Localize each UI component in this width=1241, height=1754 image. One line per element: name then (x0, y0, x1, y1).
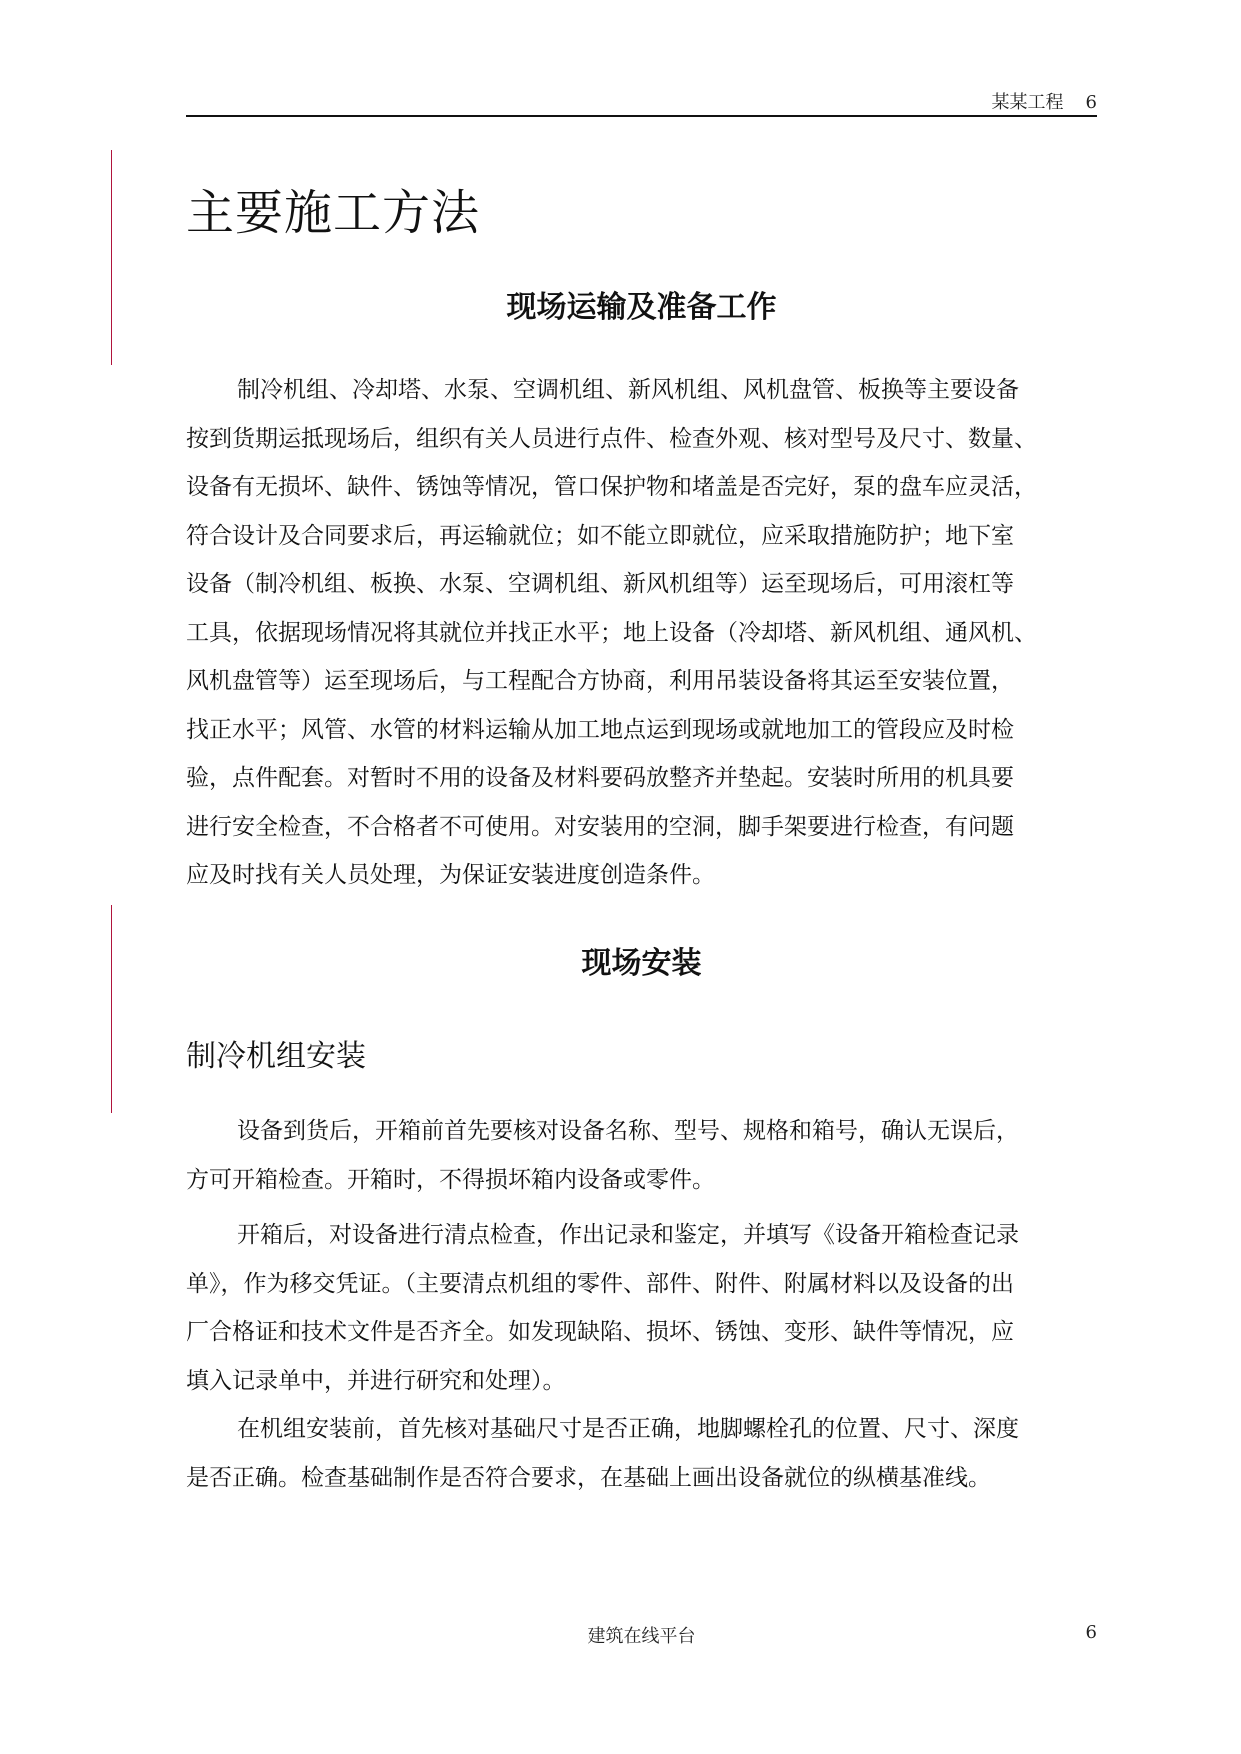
text-line: 厂合格证和技术文件是否齐全。如发现缺陷、损坏、锈蚀、变形、缺件等情况，应 (186, 1319, 1014, 1345)
margin-marker (111, 905, 112, 1113)
text-line: 应及时找有关人员处理，为保证安装进度创造条件。 (186, 862, 715, 888)
text-line: 验，点件配套。对暂时不用的设备及材料要码放整齐并垫起。安装时所用的机具要 (186, 765, 1014, 791)
header-title: 某某工程 (991, 92, 1064, 113)
text-line: 工具，依据现场情况将其就位并找正水平；地上设备（冷却塔、新风机组、通风机、 (186, 619, 1037, 646)
section-heading: 现场安装 (581, 946, 702, 981)
text-line: 方可开箱检查。开箱时，不得损坏箱内设备或零件。 (186, 1166, 715, 1193)
text-line: 单》，作为移交凭证。（主要清点机组的零件、部件、附件、附属材料以及设备的出 (186, 1270, 1014, 1297)
paragraph (186, 1211, 1097, 1405)
text-line: 设备到货后，开箱前首先要核对设备名称、型号、规格和箱号，确认无误后， (237, 1118, 1019, 1144)
subsection-heading: 制冷机组安装 (186, 1039, 366, 1074)
margin-marker (111, 150, 112, 365)
text-line: 在机组安装前，首先核对基础尺寸是否正确，地脚螺栓孔的位置、尺寸、深度 (237, 1416, 1019, 1442)
text-line: 设备有无损坏、缺件、锈蚀等情况，管口保护物和堵盖是否完好，泵的盘车应灵活， (186, 474, 1037, 500)
footer-text: 建筑在线平台 (587, 1626, 696, 1647)
paragraph (186, 1405, 1097, 1502)
header-page-number: 6 (1085, 92, 1097, 113)
text-line: 符合设计及合同要求后，再运输就位；如不能立即就位，应采取措施防护；地下室 (186, 522, 1014, 549)
text-line: 是否正确。检查基础制作是否符合要求，在基础上画出设备就位的纵横基准线。 (186, 1464, 991, 1491)
text-line: 制冷机组、冷却塔、水泵、空调机组、新风机组、风机盘管、板换等主要设备 (237, 377, 1019, 403)
text-line: 进行安全检查，不合格者不可使用。对安装用的空洞，脚手架要进行检查，有问题 (186, 813, 1014, 840)
section-heading: 现场运输及准备工作 (506, 290, 777, 325)
paragraph (186, 366, 1097, 900)
text-line: 设备（制冷机组、板换、水泵、空调机组、新风机组等）运至现场后，可用滚杠等 (186, 571, 1014, 597)
page-header (186, 88, 1097, 116)
text-line: 风机盘管等）运至现场后，与工程配合方协商，利用吊装设备将其运至安装位置， (186, 668, 1014, 694)
text-line: 开箱后，对设备进行清点检查，作出记录和鉴定，并填写《设备开箱检查记录 (237, 1222, 1019, 1248)
chapter-title: 主要施工方法 (186, 185, 481, 241)
footer-page-number: 6 (1085, 1622, 1097, 1643)
text-line: 填入记录单中，并进行研究和处理）。 (186, 1367, 566, 1394)
header-rule (186, 115, 1097, 117)
text-line: 找正水平；风管、水管的材料运输从加工地点运到现场或就地加工的管段应及时检 (186, 716, 1014, 743)
paragraph (186, 1107, 1097, 1204)
text-line: 按到货期运抵现场后，组织有关人员进行点件、检查外观、核对型号及尺寸、数量、 (186, 425, 1037, 452)
